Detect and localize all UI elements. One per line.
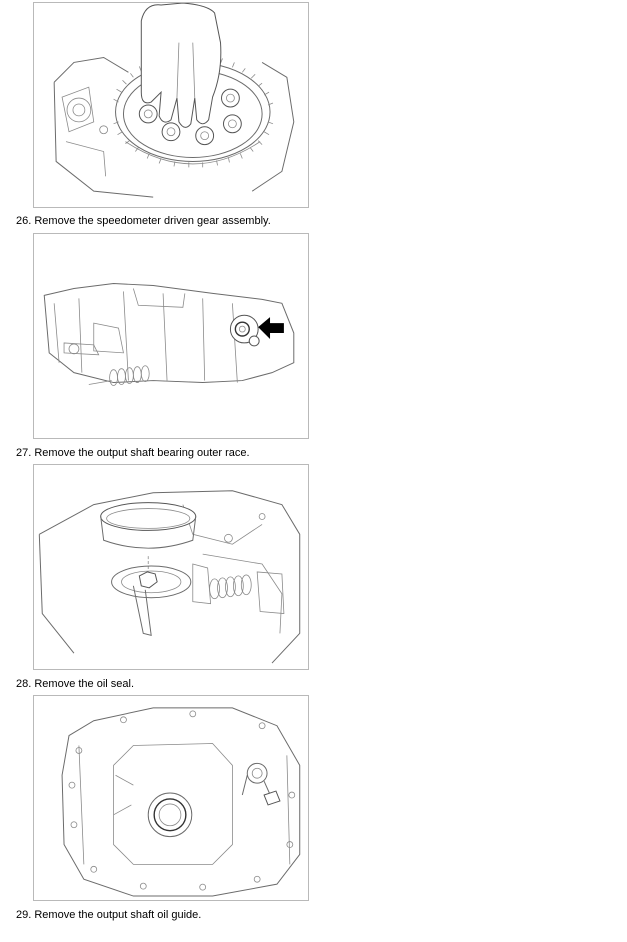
step-text: Remove the oil seal. bbox=[34, 678, 135, 690]
figure-differential-gear bbox=[33, 2, 309, 208]
step-26-caption bbox=[16, 214, 271, 228]
step-28-caption bbox=[16, 677, 134, 691]
step-text: Remove the output shaft oil guide. bbox=[34, 909, 202, 921]
step-text: Remove the output shaft bearing outer race. bbox=[34, 447, 250, 459]
figure-speedometer-gear bbox=[33, 233, 309, 439]
step-number: 28. bbox=[16, 678, 32, 690]
speedometer-driven-gear-illustration bbox=[34, 234, 308, 438]
bearing-outer-race-illustration bbox=[34, 465, 308, 669]
differential-gear-bolts-illustration bbox=[34, 3, 308, 207]
step-text: Remove the speedometer driven gear assembly. bbox=[34, 215, 271, 227]
step-number: 27. bbox=[16, 447, 32, 459]
step-number: 26. bbox=[16, 215, 32, 227]
step-27-caption bbox=[16, 446, 250, 460]
figure-oil-seal bbox=[33, 695, 309, 901]
figure-bearing-outer-race bbox=[33, 464, 309, 670]
step-29-caption bbox=[16, 908, 201, 922]
oil-seal-illustration bbox=[34, 696, 308, 900]
step-number: 29. bbox=[16, 909, 32, 921]
